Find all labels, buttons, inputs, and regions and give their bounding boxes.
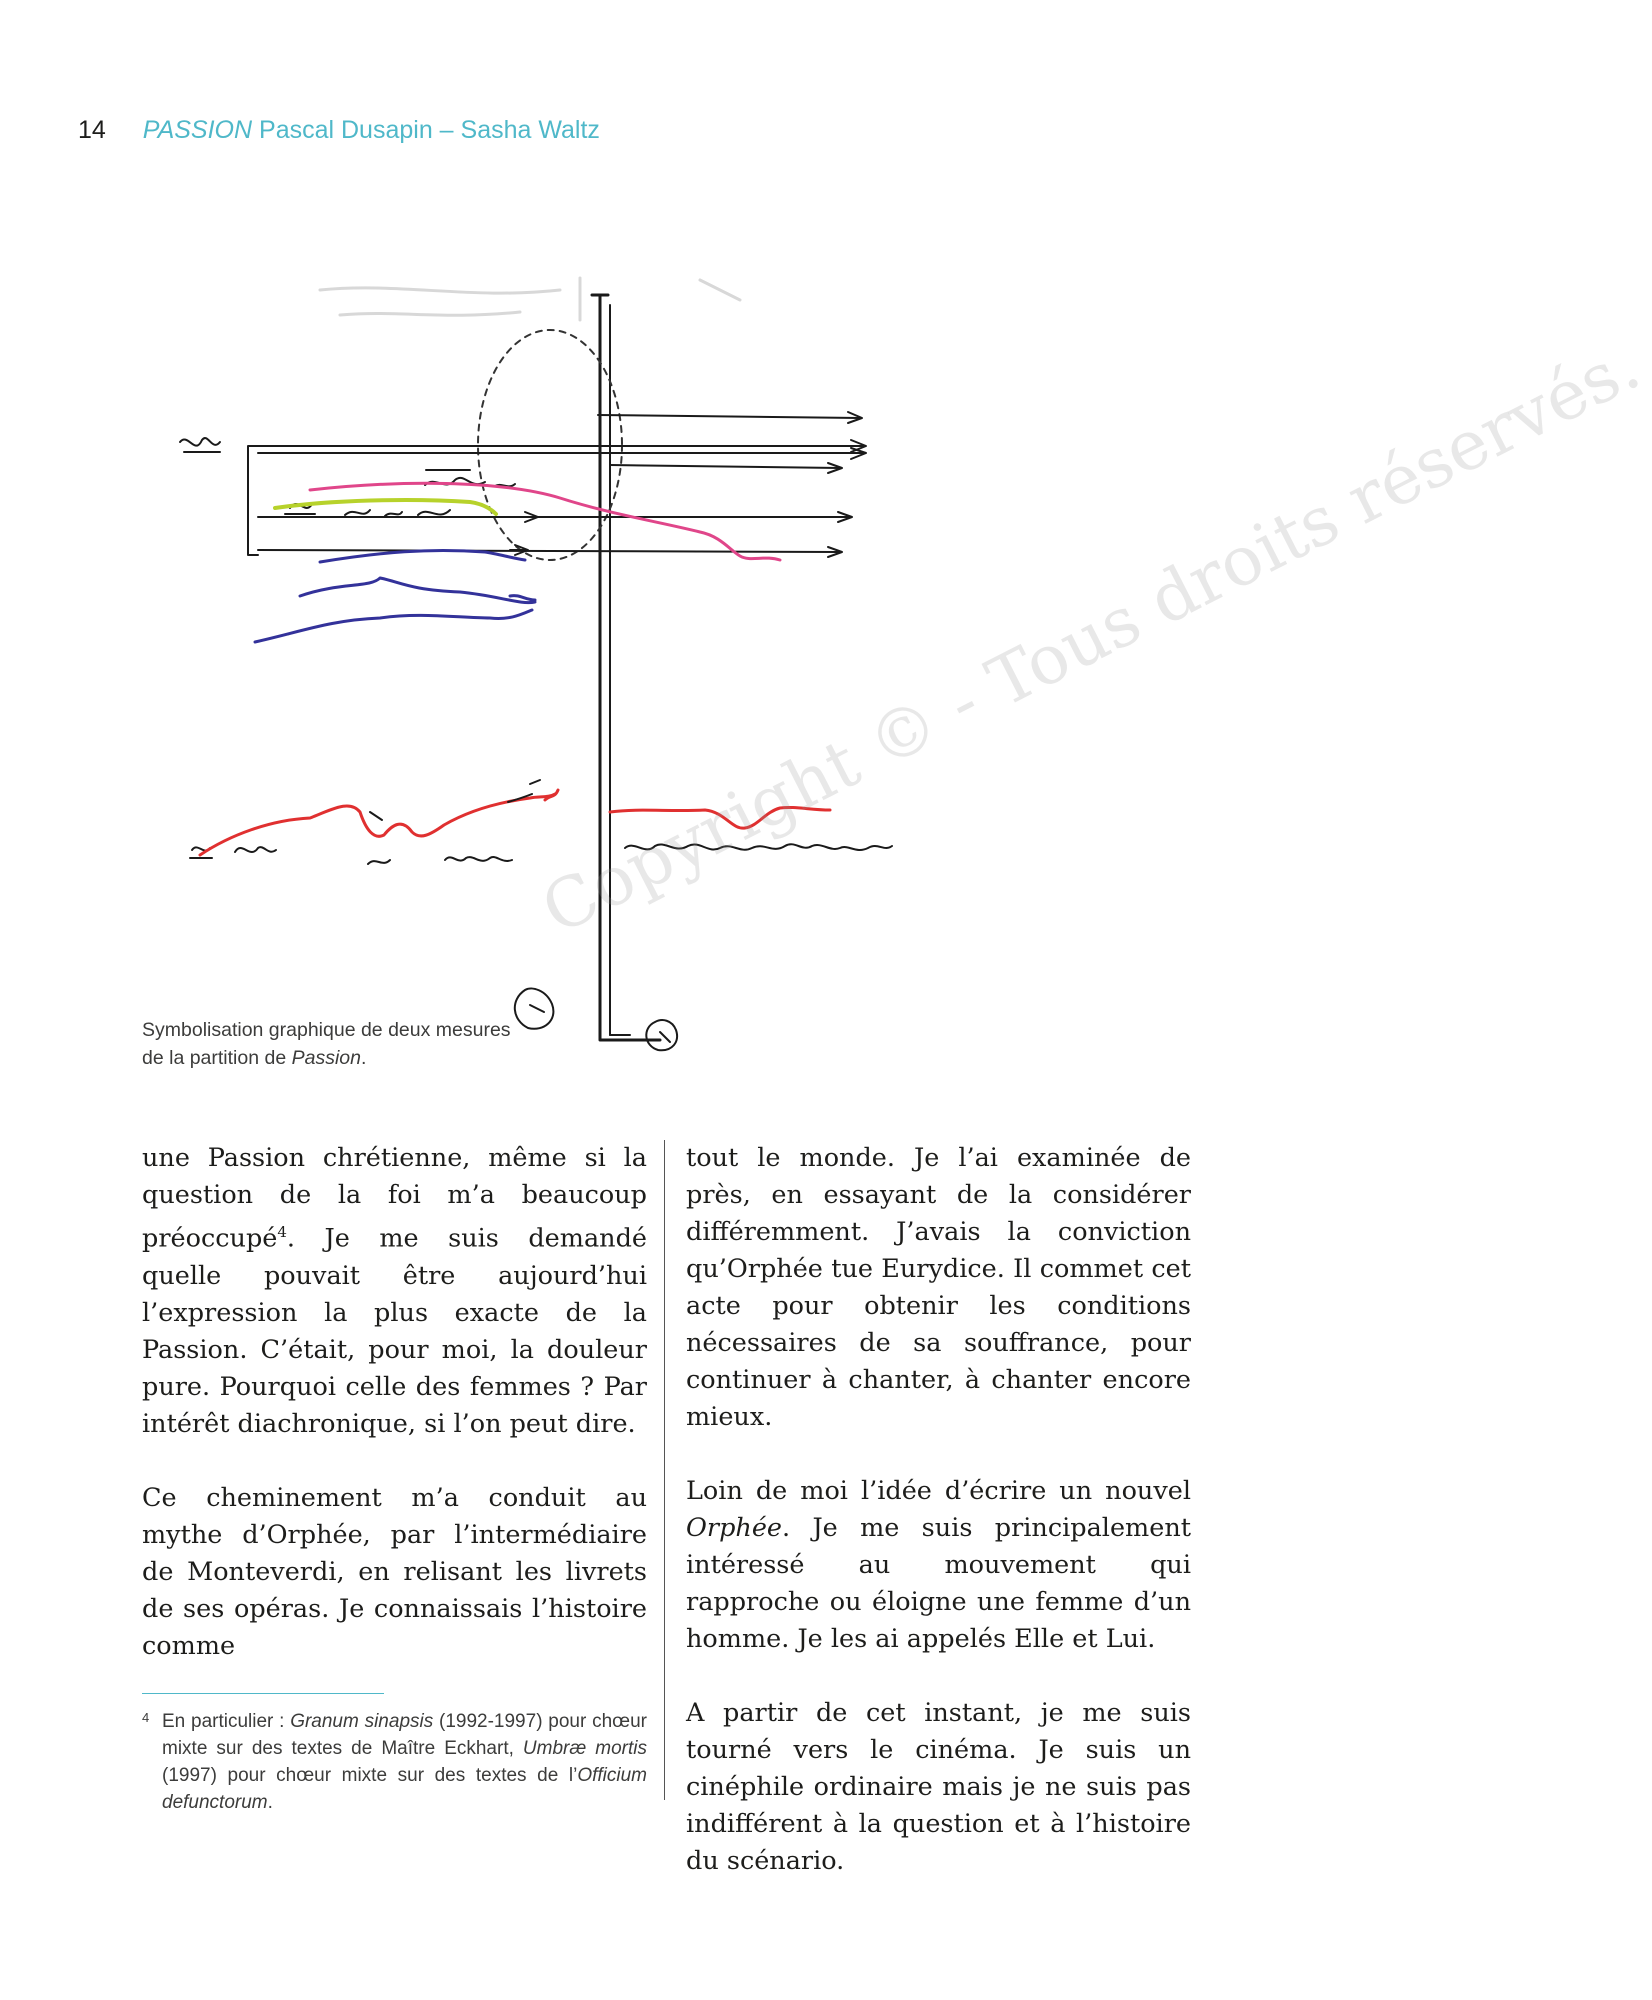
fn-italic-3: Officium defunctorum: [162, 1765, 647, 1813]
label-circle-right: [646, 1020, 677, 1050]
left-paragraph-1: [142, 1140, 647, 1443]
fn-italic-2: Umbræ mortis: [522, 1738, 647, 1759]
right-paragraph-1: tout le monde. Je l’ai examinée de près, en essayant de la considérer différemment. J’avais la conviction qu’Orphée tue Eurydice. Il commet cet acte pour obtenir les conditions nécessaires de sa souffrance, pour continuer à chanter, à chanter encore mieux.: [686, 1143, 1191, 1432]
vertical-barline: [592, 295, 660, 1040]
right-paragraph-2: [686, 1473, 1191, 1658]
pink-curve: [310, 483, 780, 560]
book-title: PASSION: [142, 116, 253, 144]
caption-prefix: de la partition de: [142, 1047, 292, 1069]
figure-caption: [142, 1016, 511, 1072]
handwritten-labels: [180, 438, 892, 1050]
running-header: [78, 116, 600, 145]
left-p1-text-a: une Passion chrétienne, même si la question de la foi m’a beaucoup préoccupé: [142, 1143, 647, 1254]
footnote-number: 4: [142, 1710, 150, 1725]
fn-text-d: .: [267, 1792, 273, 1813]
copyright-watermark: Copyright © - Tous droits réservés.: [530, 326, 1652, 951]
faint-marks: [320, 278, 740, 320]
caption-line-1: Symbolisation graphique de deux mesures: [142, 1019, 511, 1041]
label-circle-left: [515, 989, 554, 1029]
staff-lines: [258, 412, 866, 557]
right-p2-italic: Orphée: [686, 1513, 783, 1543]
fn-text-a: En particulier :: [162, 1711, 291, 1732]
caption-suffix: .: [360, 1047, 367, 1069]
right-paragraph-3: A partir de cet instant, je me suis tourné vers le cinéma. Je suis un cinéphile ordinaire mais je ne suis pas indifférent à la question et à l’histoire du scénario.: [686, 1698, 1191, 1876]
right-p2-text-b: . Je me suis principalement intéressé au mouvement qui rapproche ou éloigne une femme d’un homme. Je les ai appelés Elle et Lui.: [686, 1513, 1191, 1654]
left-p1-text-b: . Je me suis demandé quelle pouvait être aujourd’hui l’expression la plus exacte de la Passion. C’était, pour moi, la douleur pure. Pourquoi celle des femmes ? Par intérêt diachronique, si l’on peut dire.: [142, 1223, 647, 1439]
page-number: 14: [78, 116, 106, 144]
score-sketch-figure: [140, 260, 1180, 1090]
dark-strokes: [370, 780, 540, 820]
arrow-line-6: [258, 550, 840, 552]
fn-text-b: (1992-1997) pour chœur mixte sur des textes de Maître Eckhart,: [162, 1711, 647, 1759]
footnote-text: [162, 1708, 647, 1816]
footnote-rule: [142, 1693, 384, 1694]
column-divider: [664, 1140, 665, 1800]
blue-curves: [255, 550, 535, 642]
right-column: [686, 1140, 1191, 1917]
caption-line-2: [142, 1044, 511, 1072]
footnote: [142, 1708, 647, 1816]
fn-text-c: (1997) pour chœur mixte sur des textes de l’: [162, 1765, 578, 1786]
left-column: [142, 1140, 647, 1702]
label-voices: [180, 438, 220, 446]
arrow-line-4: [610, 465, 840, 468]
right-p2-text-a: Loin de moi l’idée d’écrire un nouvel: [686, 1476, 1191, 1506]
caption-work-title: Passion: [291, 1047, 361, 1069]
staff-bracket: [248, 446, 258, 555]
arrow-line-1: [598, 415, 860, 418]
footnote-ref[interactable]: 4: [277, 1223, 287, 1241]
book-subtitle: Pascal Dusapin – Sasha Waltz: [259, 116, 600, 144]
fn-italic-1: Granum sinapsis: [290, 1711, 434, 1732]
left-paragraph-2: Ce cheminement m’a conduit au mythe d’Orphée, par l’intermédiaire de Monteverdi, en relisant les livrets de ses opéras. Je connaissais l’histoire comme: [142, 1482, 647, 1661]
